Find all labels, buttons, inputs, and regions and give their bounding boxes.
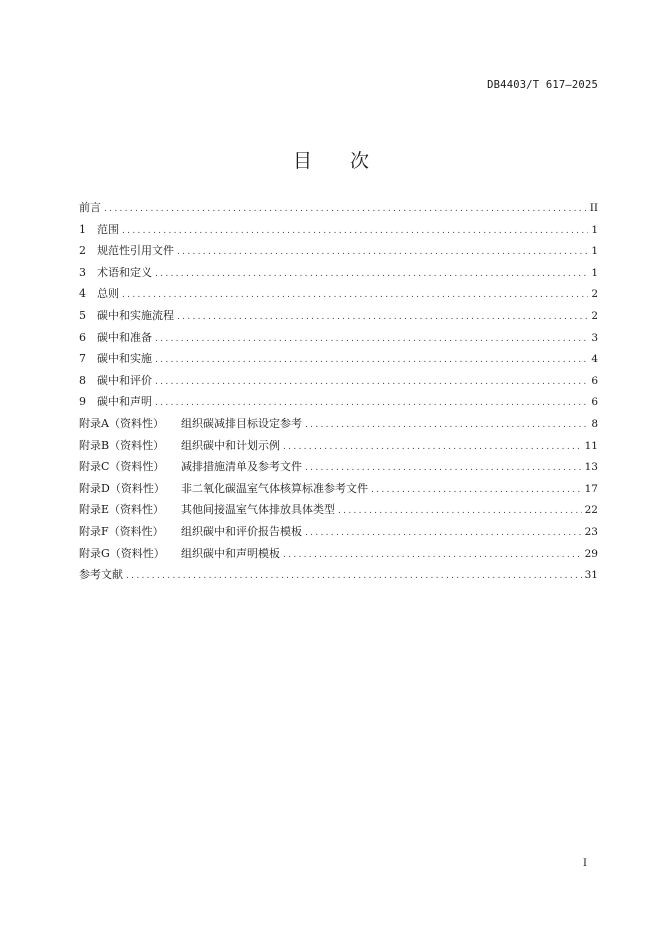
toc-leader-dots: [155, 377, 588, 387]
toc-entry-label: [79, 307, 174, 323]
table-of-contents: [79, 199, 598, 588]
toc-leader-dots: [338, 506, 582, 516]
toc-entry-page: 2: [591, 288, 598, 301]
toc-entry-label: [79, 437, 280, 453]
toc-entry-page: II: [589, 202, 598, 214]
toc-entry-number: 4: [79, 287, 86, 301]
toc-entry-number: 8: [79, 373, 86, 387]
toc-entry-page: 1: [591, 223, 598, 236]
toc-entry-label: [79, 221, 119, 237]
toc-entry[interactable]: [79, 307, 598, 329]
toc-entry-title: 碳中和实施流程: [97, 308, 174, 322]
toc-leader-dots: [305, 463, 582, 473]
toc-entry-page: 29: [584, 547, 598, 560]
toc-entry[interactable]: [79, 415, 598, 437]
toc-entry[interactable]: [79, 480, 598, 502]
toc-leader-dots: [305, 528, 582, 538]
toc-entry-page: 23: [584, 525, 598, 538]
toc-entry-title: 前言: [79, 201, 101, 214]
toc-entry-title: 组织碳减排目标设定参考: [181, 416, 302, 430]
toc-leader-dots: [126, 571, 582, 581]
toc-entry-annex: 附录C（资料性）: [79, 460, 165, 474]
toc-entry[interactable]: [79, 437, 598, 459]
toc-entry-number: 2: [79, 244, 86, 258]
toc-entry[interactable]: [79, 199, 598, 221]
toc-entry-title: 组织碳中和声明模板: [181, 546, 280, 560]
toc-entry[interactable]: [79, 221, 598, 243]
toc-entry-page: 8: [591, 417, 598, 430]
toc-entry-label: [79, 458, 302, 474]
toc-leader-dots: [155, 334, 588, 344]
toc-entry-page: 2: [591, 309, 598, 322]
toc-leader-dots: [104, 204, 587, 214]
toc-entry-page: 13: [584, 461, 598, 474]
toc-entry-label: [79, 480, 368, 496]
toc-entry-number: 9: [79, 395, 86, 409]
toc-leader-dots: [155, 269, 588, 279]
toc-leader-dots: [305, 420, 588, 430]
toc-leader-dots: [122, 226, 588, 236]
toc-entry-number: 1: [79, 222, 86, 236]
toc-entry-page: 31: [584, 569, 598, 582]
toc-entry[interactable]: [79, 501, 598, 523]
toc-entry[interactable]: [79, 545, 598, 567]
toc-entry-title: 总则: [97, 287, 119, 301]
toc-entry-page: 1: [591, 266, 598, 279]
toc-entry-annex: 附录B（资料性）: [79, 438, 165, 452]
toc-entry-label: [79, 242, 174, 258]
toc-entry-page: 17: [584, 482, 598, 495]
toc-entry-label: [79, 199, 101, 215]
toc-leader-dots: [122, 290, 588, 300]
toc-entry-number: 7: [79, 352, 86, 366]
toc-entry-annex: 附录E（资料性）: [79, 503, 165, 517]
toc-entry-title: 碳中和声明: [97, 395, 152, 409]
toc-entry-title: 组织碳中和计划示例: [181, 438, 280, 452]
toc-entry-number: 6: [79, 330, 86, 344]
toc-entry-label: [79, 350, 152, 366]
toc-entry-annex: 附录G（资料性）: [79, 546, 165, 560]
toc-entry-title: 术语和定义: [97, 265, 152, 279]
toc-entry-title: 参考文献: [79, 568, 123, 582]
toc-entry-title: 碳中和实施: [97, 352, 152, 366]
toc-entry[interactable]: [79, 285, 598, 307]
toc-entry-title: 规范性引用文件: [97, 244, 174, 258]
toc-entry-label: [79, 372, 152, 388]
toc-entry-annex: 附录A（资料性）: [79, 416, 164, 430]
toc-leader-dots: [155, 355, 588, 365]
toc-entry-page: 6: [591, 374, 598, 387]
toc-entry[interactable]: [79, 372, 598, 394]
page-title: 目次: [292, 150, 407, 172]
toc-entry-title: 组织碳中和评价报告模板: [181, 524, 302, 538]
toc-entry-title: 非二氧化碳温室气体核算标准参考文件: [181, 481, 368, 495]
toc-entry-page: 22: [584, 504, 598, 517]
toc-entry[interactable]: [79, 523, 598, 545]
toc-entry[interactable]: [79, 329, 598, 351]
toc-entry-label: [79, 566, 123, 582]
toc-entry-annex: 附录D（资料性）: [79, 481, 165, 495]
toc-entry-label: [79, 393, 152, 409]
toc-entry-title: 碳中和准备: [97, 330, 152, 344]
toc-entry-label: [79, 415, 302, 431]
toc-leader-dots: [155, 398, 588, 408]
toc-entry-title: 减排措施清单及参考文件: [181, 460, 302, 474]
toc-entry-label: [79, 329, 152, 345]
toc-entry[interactable]: [79, 242, 598, 264]
toc-entry[interactable]: [79, 566, 598, 588]
toc-entry[interactable]: [79, 393, 598, 415]
toc-leader-dots: [177, 312, 588, 322]
toc-entry-page: 1: [591, 245, 598, 258]
toc-entry[interactable]: [79, 458, 598, 480]
page-number: I: [583, 858, 587, 869]
toc-entry-label: [79, 523, 302, 539]
toc-leader-dots: [177, 247, 588, 257]
toc-entry-page: 6: [591, 396, 598, 409]
document-code: DB4403/T 617—2025: [487, 79, 598, 91]
toc-entry-label: [79, 264, 152, 280]
toc-entry-title: 碳中和评价: [97, 373, 152, 387]
toc-entry-page: 11: [584, 439, 598, 452]
toc-entry[interactable]: [79, 264, 598, 286]
toc-entry-annex: 附录F（资料性）: [79, 524, 164, 538]
toc-entry-page: 4: [591, 353, 598, 366]
toc-entry-label: [79, 285, 119, 301]
toc-leader-dots: [371, 485, 582, 495]
toc-entry-label: [79, 501, 335, 517]
toc-entry-title: 其他间接温室气体排放具体类型: [181, 503, 335, 517]
toc-entry[interactable]: [79, 350, 598, 372]
toc-leader-dots: [283, 550, 582, 560]
toc-leader-dots: [283, 442, 582, 452]
toc-entry-number: 5: [79, 308, 86, 322]
toc-entry-page: 3: [591, 331, 598, 344]
toc-entry-title: 范围: [97, 222, 119, 236]
toc-entry-number: 3: [79, 265, 86, 279]
toc-entry-label: [79, 545, 280, 561]
